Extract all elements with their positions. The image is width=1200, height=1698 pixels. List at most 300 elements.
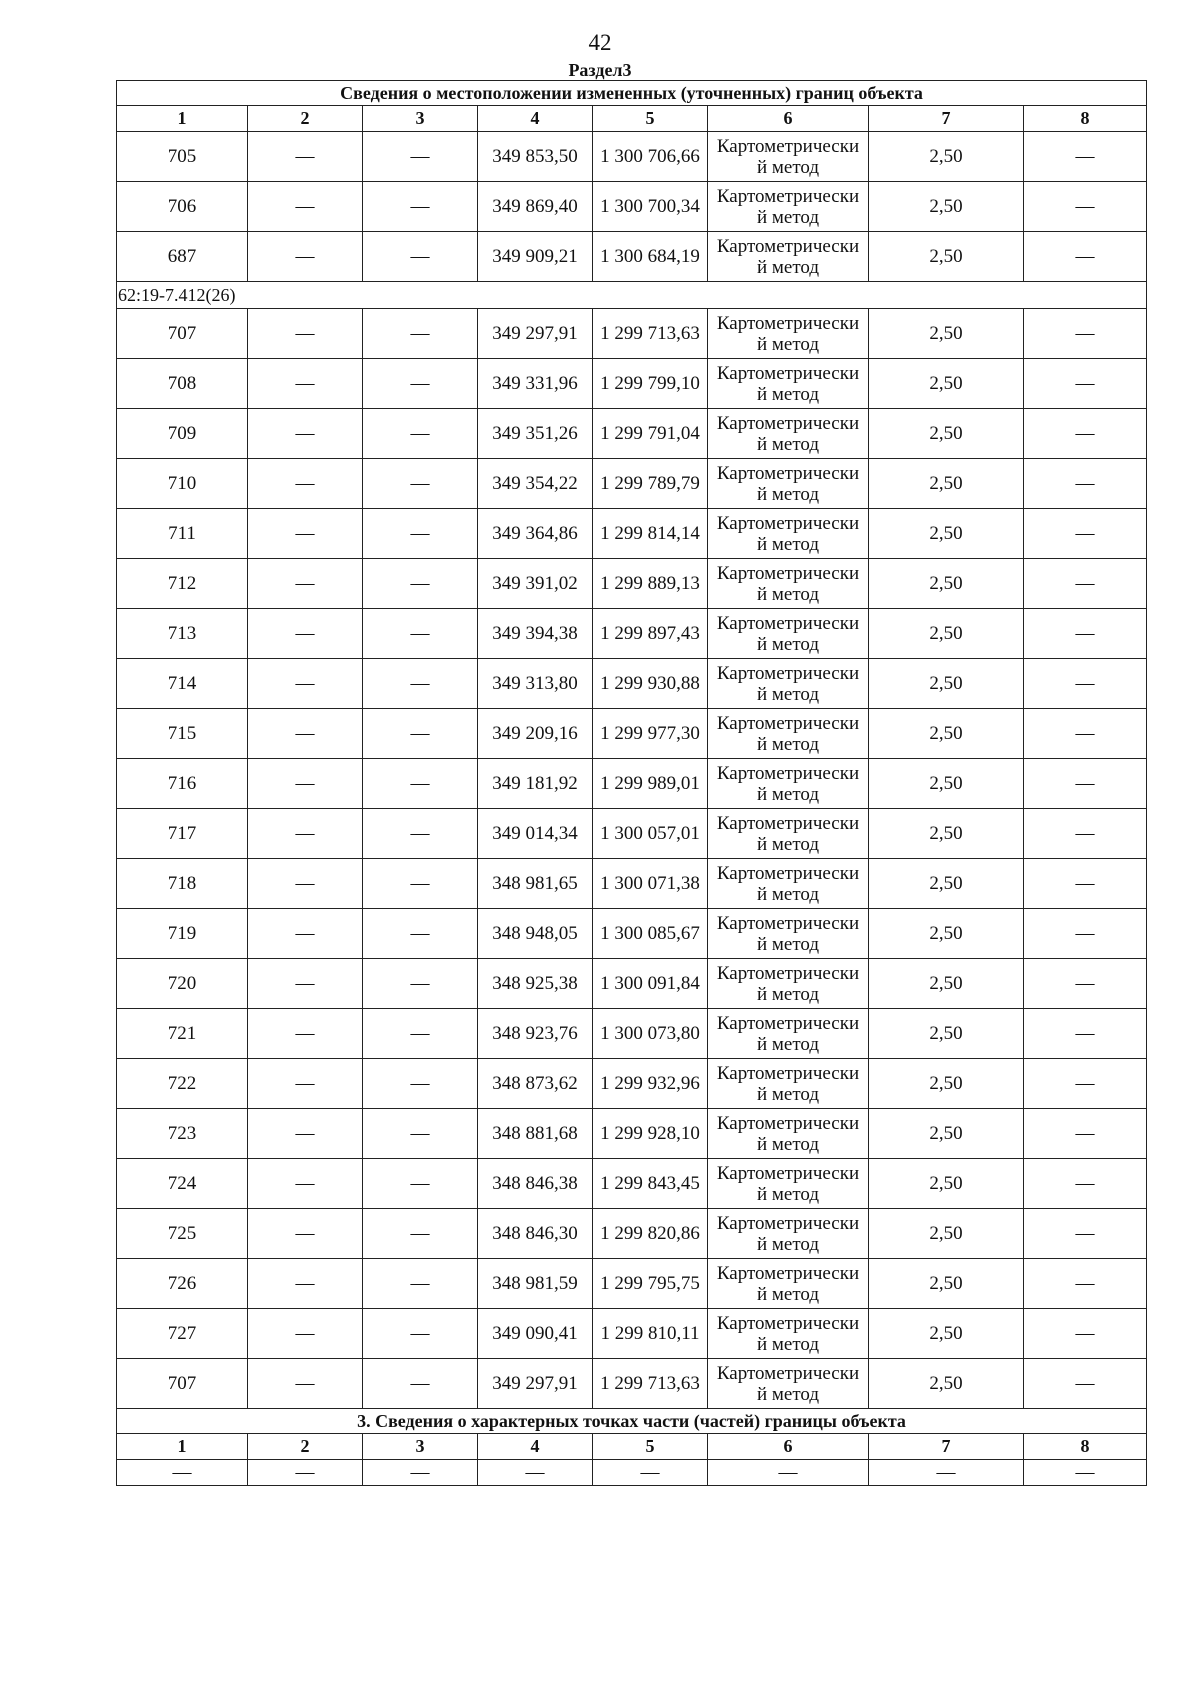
dash-cell: — [1024, 759, 1147, 809]
method-line-1: Картометрически [716, 662, 860, 684]
coord-y: 1 300 085,67 [593, 909, 708, 959]
dash-cell: — [248, 809, 363, 859]
dash-cell: — [248, 1009, 363, 1059]
dash-cell: — [363, 459, 478, 509]
coord-y: 1 300 057,01 [593, 809, 708, 859]
coord-y: 1 299 843,45 [593, 1159, 708, 1209]
dash-cell: — [363, 659, 478, 709]
method-line-2: й метод [756, 333, 820, 355]
header-row [117, 106, 1147, 132]
dash-cell: — [248, 1059, 363, 1109]
dash-cell: — [363, 409, 478, 459]
table-row [117, 1209, 1147, 1259]
dash-cell: — [248, 909, 363, 959]
table-row [117, 659, 1147, 709]
method-line-1: Картометрически [716, 1162, 860, 1184]
coord-y: 1 300 684,19 [593, 232, 708, 282]
accuracy: 2,50 [869, 1259, 1024, 1309]
method-line-2: й метод [756, 733, 820, 755]
method-line-2: й метод [756, 1183, 820, 1205]
column-header: 2 [248, 106, 363, 132]
dash-cell: — [1024, 559, 1147, 609]
method-line-1: Картометрически [716, 1112, 860, 1134]
dash-cell: — [363, 1209, 478, 1259]
column-header: 5 [593, 106, 708, 132]
coord-y: 1 300 706,66 [593, 132, 708, 182]
coord-x: 349 313,80 [478, 659, 593, 709]
method-line-2: й метод [756, 256, 820, 278]
dash-cell: — [248, 1309, 363, 1359]
accuracy: 2,50 [869, 559, 1024, 609]
accuracy: 2,50 [869, 132, 1024, 182]
table-row [117, 132, 1147, 182]
coord-x: 348 981,65 [478, 859, 593, 909]
accuracy: 2,50 [869, 909, 1024, 959]
method-line-1: Картометрически [716, 1012, 860, 1034]
dash-cell: — [248, 759, 363, 809]
dash-cell: — [1024, 909, 1147, 959]
table-row [117, 1009, 1147, 1059]
table-row [117, 409, 1147, 459]
accuracy: 2,50 [869, 232, 1024, 282]
dash-cell: — [478, 1460, 593, 1486]
coord-x: 349 090,41 [478, 1309, 593, 1359]
dash-cell: — [363, 709, 478, 759]
method-cell [708, 909, 869, 959]
dash-cell: — [248, 559, 363, 609]
method-line-2: й метод [756, 533, 820, 555]
coord-x: 349 209,16 [478, 709, 593, 759]
method-line-2: й метод [756, 883, 820, 905]
point-number: 713 [117, 609, 248, 659]
dash-cell: — [1024, 1309, 1147, 1359]
method-line-1: Картометрически [716, 612, 860, 634]
column-header: 8 [1024, 106, 1147, 132]
coord-y: 1 300 091,84 [593, 959, 708, 1009]
method-line-1: Картометрически [716, 462, 860, 484]
dash-cell: — [363, 309, 478, 359]
method-line-2: й метод [756, 933, 820, 955]
accuracy: 2,50 [869, 1359, 1024, 1409]
header-row-2 [117, 1434, 1147, 1460]
dash-cell: — [248, 659, 363, 709]
method-cell [708, 232, 869, 282]
dash-cell: — [248, 959, 363, 1009]
table-row [117, 1259, 1147, 1309]
page-number: 42 [588, 30, 612, 55]
method-line-1: Картометрически [716, 512, 860, 534]
coord-y: 1 299 814,14 [593, 509, 708, 559]
method-line-1: Картометрически [716, 312, 860, 334]
method-cell [708, 182, 869, 232]
dash-cell: — [1024, 1109, 1147, 1159]
dash-cell: — [248, 232, 363, 282]
column-header: 7 [869, 1434, 1024, 1460]
accuracy: 2,50 [869, 859, 1024, 909]
column-header: 8 [1024, 1434, 1147, 1460]
dash-cell: — [1024, 1009, 1147, 1059]
dash-cell: — [363, 1159, 478, 1209]
coord-x: 349 331,96 [478, 359, 593, 409]
table-row [117, 232, 1147, 282]
accuracy: 2,50 [869, 459, 1024, 509]
accuracy: 2,50 [869, 1209, 1024, 1259]
point-number: 708 [117, 359, 248, 409]
method-line-2: й метод [756, 783, 820, 805]
method-line-2: й метод [756, 983, 820, 1005]
dash-cell: — [1024, 659, 1147, 709]
dash-cell: — [363, 1259, 478, 1309]
coord-y: 1 300 700,34 [593, 182, 708, 232]
point-number: 722 [117, 1059, 248, 1109]
method-cell [708, 1209, 869, 1259]
dash-cell: — [1024, 309, 1147, 359]
dash-cell: — [363, 359, 478, 409]
table-row [117, 1159, 1147, 1209]
coord-x: 349 014,34 [478, 809, 593, 859]
dash-cell: — [363, 609, 478, 659]
method-cell [708, 1159, 869, 1209]
method-cell [708, 1309, 869, 1359]
dash-cell: — [1024, 1460, 1147, 1486]
table-row [117, 759, 1147, 809]
coord-x: 349 351,26 [478, 409, 593, 459]
dash-cell: — [248, 609, 363, 659]
coord-x: 348 925,38 [478, 959, 593, 1009]
method-line-2: й метод [756, 1283, 820, 1305]
coord-y: 1 299 799,10 [593, 359, 708, 409]
method-cell [708, 1059, 869, 1109]
accuracy: 2,50 [869, 409, 1024, 459]
group-label: 62:19-7.412(26) [117, 282, 1147, 309]
dash-cell: — [363, 859, 478, 909]
method-cell [708, 309, 869, 359]
accuracy: 2,50 [869, 1159, 1024, 1209]
dash-cell: — [869, 1460, 1024, 1486]
table-caption [117, 81, 1147, 106]
method-line-1: Картометрически [716, 712, 860, 734]
dash-cell: — [248, 309, 363, 359]
table-row [117, 1309, 1147, 1359]
method-cell [708, 1259, 869, 1309]
coord-x: 348 981,59 [478, 1259, 593, 1309]
dash-cell: — [1024, 1259, 1147, 1309]
table-row [117, 309, 1147, 359]
dash-cell: — [1024, 1059, 1147, 1109]
coord-y: 1 300 071,38 [593, 859, 708, 909]
dash-cell: — [1024, 1159, 1147, 1209]
point-number: 707 [117, 309, 248, 359]
method-cell [708, 359, 869, 409]
point-number: 720 [117, 959, 248, 1009]
method-cell [708, 509, 869, 559]
dash-cell: — [363, 1359, 478, 1409]
dash-cell: — [248, 409, 363, 459]
dash-cell: — [117, 1460, 248, 1486]
dash-cell: — [363, 1109, 478, 1159]
dash-cell: — [363, 1009, 478, 1059]
coord-y: 1 299 928,10 [593, 1109, 708, 1159]
column-header: 4 [478, 1434, 593, 1460]
method-cell [708, 809, 869, 859]
point-number: 719 [117, 909, 248, 959]
coord-x: 349 297,91 [478, 1359, 593, 1409]
method-line-2: й метод [756, 1333, 820, 1355]
coord-y: 1 299 820,86 [593, 1209, 708, 1259]
dash-cell: — [1024, 509, 1147, 559]
dash-cell: — [248, 1460, 363, 1486]
coord-x: 348 881,68 [478, 1109, 593, 1159]
method-line-1: Картометрически [716, 762, 860, 784]
table-row [117, 1359, 1147, 1409]
table-caption-cell: Сведения о местоположении измененных (уточненных) границ объекта [117, 81, 1147, 106]
empty-row [117, 1460, 1147, 1486]
method-line-2: й метод [756, 583, 820, 605]
dash-cell: — [248, 359, 363, 409]
point-number: 706 [117, 182, 248, 232]
point-number: 707 [117, 1359, 248, 1409]
group-row [117, 282, 1147, 309]
column-header: 2 [248, 1434, 363, 1460]
method-line-2: й метод [756, 1233, 820, 1255]
dash-cell: — [363, 132, 478, 182]
coord-y: 1 299 713,63 [593, 1359, 708, 1409]
method-line-2: й метод [756, 1033, 820, 1055]
coord-y: 1 299 989,01 [593, 759, 708, 809]
point-number: 716 [117, 759, 248, 809]
point-number: 711 [117, 509, 248, 559]
dash-cell: — [363, 1059, 478, 1109]
accuracy: 2,50 [869, 659, 1024, 709]
table-row [117, 809, 1147, 859]
coord-y: 1 299 791,04 [593, 409, 708, 459]
dash-cell: — [248, 1209, 363, 1259]
accuracy: 2,50 [869, 1109, 1024, 1159]
dash-cell: — [248, 859, 363, 909]
method-line-1: Картометрически [716, 185, 860, 207]
table-body [117, 81, 1147, 1486]
point-number: 725 [117, 1209, 248, 1259]
table-row [117, 959, 1147, 1009]
method-cell [708, 659, 869, 709]
coord-y: 1 299 977,30 [593, 709, 708, 759]
accuracy: 2,50 [869, 1009, 1024, 1059]
method-line-1: Картометрически [716, 1212, 860, 1234]
dash-cell: — [1024, 182, 1147, 232]
coord-y: 1 300 073,80 [593, 1009, 708, 1059]
coord-x: 349 909,21 [478, 232, 593, 282]
dash-cell: — [363, 559, 478, 609]
column-header: 5 [593, 1434, 708, 1460]
dash-cell: — [1024, 859, 1147, 909]
column-header: 4 [478, 106, 593, 132]
dash-cell: — [1024, 1359, 1147, 1409]
dash-cell: — [248, 459, 363, 509]
dash-cell: — [248, 182, 363, 232]
coord-x: 349 394,38 [478, 609, 593, 659]
coord-x: 348 846,38 [478, 1159, 593, 1209]
method-cell [708, 1009, 869, 1059]
accuracy: 2,50 [869, 759, 1024, 809]
table-row [117, 509, 1147, 559]
coord-x: 349 297,91 [478, 309, 593, 359]
column-header: 3 [363, 106, 478, 132]
accuracy: 2,50 [869, 809, 1024, 859]
method-line-1: Картометрически [716, 562, 860, 584]
coord-y: 1 299 795,75 [593, 1259, 708, 1309]
point-number: 727 [117, 1309, 248, 1359]
method-cell [708, 759, 869, 809]
boundary-table [116, 80, 1147, 1486]
coord-x: 349 354,22 [478, 459, 593, 509]
column-header: 7 [869, 106, 1024, 132]
section-title: Раздел3 [568, 60, 632, 80]
point-number: 717 [117, 809, 248, 859]
coord-y: 1 299 789,79 [593, 459, 708, 509]
method-line-1: Картометрически [716, 412, 860, 434]
method-cell [708, 132, 869, 182]
dash-cell: — [1024, 609, 1147, 659]
dash-cell: — [363, 232, 478, 282]
method-line-1: Картометрически [716, 1262, 860, 1284]
dash-cell: — [248, 1109, 363, 1159]
method-line-1: Картометрически [716, 1062, 860, 1084]
dash-cell: — [1024, 959, 1147, 1009]
dash-cell: — [1024, 359, 1147, 409]
point-number: 714 [117, 659, 248, 709]
table-row [117, 459, 1147, 509]
coord-y: 1 299 810,11 [593, 1309, 708, 1359]
dash-cell: — [708, 1460, 869, 1486]
dash-cell: — [363, 509, 478, 559]
table-row [117, 182, 1147, 232]
column-header: 6 [708, 106, 869, 132]
method-line-1: Картометрически [716, 235, 860, 257]
coord-x: 348 948,05 [478, 909, 593, 959]
point-number: 718 [117, 859, 248, 909]
dash-cell: — [1024, 132, 1147, 182]
table-row [117, 359, 1147, 409]
dash-cell: — [363, 1309, 478, 1359]
dash-cell: — [1024, 1209, 1147, 1259]
dash-cell: — [363, 1460, 478, 1486]
method-cell [708, 559, 869, 609]
point-number: 687 [117, 232, 248, 282]
dash-cell: — [1024, 459, 1147, 509]
column-header: 6 [708, 1434, 869, 1460]
point-number: 710 [117, 459, 248, 509]
point-number: 712 [117, 559, 248, 609]
point-number: 715 [117, 709, 248, 759]
coord-y: 1 299 930,88 [593, 659, 708, 709]
table-row [117, 1059, 1147, 1109]
method-cell [708, 609, 869, 659]
dash-cell: — [1024, 409, 1147, 459]
method-line-1: Картометрически [716, 1362, 860, 1384]
section3-caption-cell: 3. Сведения о характерных точках части (частей) границы объекта [117, 1409, 1147, 1434]
coord-y: 1 299 713,63 [593, 309, 708, 359]
coord-x: 348 923,76 [478, 1009, 593, 1059]
method-line-2: й метод [756, 383, 820, 405]
method-line-2: й метод [756, 156, 820, 178]
method-line-1: Картометрически [716, 912, 860, 934]
coord-y: 1 299 889,13 [593, 559, 708, 609]
point-number: 726 [117, 1259, 248, 1309]
method-line-2: й метод [756, 1133, 820, 1155]
coord-x: 349 391,02 [478, 559, 593, 609]
accuracy: 2,50 [869, 309, 1024, 359]
method-line-2: й метод [756, 683, 820, 705]
table-row [117, 609, 1147, 659]
coord-x: 349 364,86 [478, 509, 593, 559]
method-line-2: й метод [756, 833, 820, 855]
dash-cell: — [248, 1359, 363, 1409]
method-cell [708, 409, 869, 459]
accuracy: 2,50 [869, 1309, 1024, 1359]
coord-x: 348 873,62 [478, 1059, 593, 1109]
dash-cell: — [248, 1259, 363, 1309]
accuracy: 2,50 [869, 359, 1024, 409]
coord-x: 349 181,92 [478, 759, 593, 809]
dash-cell: — [248, 132, 363, 182]
method-cell [708, 959, 869, 1009]
dash-cell: — [363, 959, 478, 1009]
coord-x: 349 869,40 [478, 182, 593, 232]
method-line-1: Картометрически [716, 962, 860, 984]
coord-x: 349 853,50 [478, 132, 593, 182]
dash-cell: — [1024, 232, 1147, 282]
coord-y: 1 299 897,43 [593, 609, 708, 659]
accuracy: 2,50 [869, 1059, 1024, 1109]
dash-cell: — [363, 759, 478, 809]
dash-cell: — [363, 909, 478, 959]
dash-cell: — [248, 709, 363, 759]
coord-x: 348 846,30 [478, 1209, 593, 1259]
point-number: 705 [117, 132, 248, 182]
accuracy: 2,50 [869, 509, 1024, 559]
method-line-1: Картометрически [716, 812, 860, 834]
dash-cell: — [1024, 809, 1147, 859]
dash-cell: — [363, 809, 478, 859]
method-line-1: Картометрически [716, 135, 860, 157]
method-line-2: й метод [756, 1383, 820, 1405]
method-cell [708, 1359, 869, 1409]
method-cell [708, 859, 869, 909]
point-number: 721 [117, 1009, 248, 1059]
coord-y: 1 299 932,96 [593, 1059, 708, 1109]
dash-cell: — [248, 509, 363, 559]
dash-cell: — [363, 182, 478, 232]
accuracy: 2,50 [869, 609, 1024, 659]
accuracy: 2,50 [869, 709, 1024, 759]
point-number: 724 [117, 1159, 248, 1209]
method-line-2: й метод [756, 483, 820, 505]
column-header: 3 [363, 1434, 478, 1460]
method-cell [708, 709, 869, 759]
method-line-2: й метод [756, 633, 820, 655]
table-row [117, 709, 1147, 759]
method-cell [708, 1109, 869, 1159]
section3-caption [117, 1409, 1147, 1434]
method-cell [708, 459, 869, 509]
table-row [117, 909, 1147, 959]
table-row [117, 1109, 1147, 1159]
dash-cell: — [593, 1460, 708, 1486]
method-line-1: Картометрически [716, 1312, 860, 1334]
method-line-2: й метод [756, 206, 820, 228]
dash-cell: — [1024, 709, 1147, 759]
accuracy: 2,50 [869, 959, 1024, 1009]
